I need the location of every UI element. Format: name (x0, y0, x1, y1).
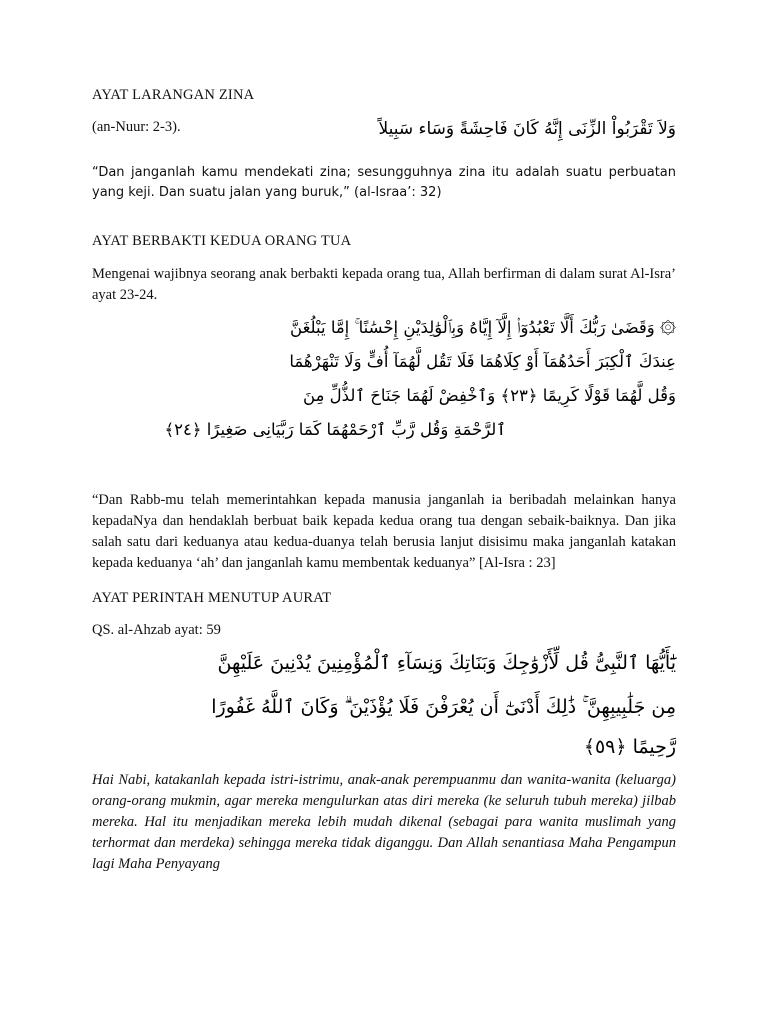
translation-zina: “Dan janganlah kamu mendekati zina; sesungguhnya zina itu adalah suatu perbuatan yang keji. Dan suatu jalan yang buruk,” (al-Israa’: 32) (92, 165, 676, 200)
translation-berbakti: “Dan Rabb-mu telah memerintahkan kepada manusia janganlah ia beribadah melainkan hanya kepadaNya dan hendaklah berbuat baik kepada kedua orang tua dengan sebaik-baiknya. Dan jika salah satu dari keduanya atau kedua-duanya telah berusia lanjut disisimu maka janganlah katakan kepada keduanya ‘ah’ dan janganlah kamu membentak keduanya” [Al-Isra : 23] (92, 492, 676, 571)
arabic-ahzab-line-1: يَٰٓأَيُّهَا ٱلنَّبِىُّ قُل لِّأَزْوَٰجِكَ وَبَنَاتِكَ وَنِسَآءِ ٱلْمُؤْمِنِينَ يُدْنِينَ عَلَيْهِنَّ (217, 652, 676, 674)
arabic-verse-zina: وَلاَ تَقْرَبُواْ الزِّنَى إِنَّهُ كَانَ فَاحِشَةً وَسَاء سَبِيلاً (378, 119, 676, 139)
section-heading-zina: AYAT LARANGAN ZINA (92, 87, 255, 103)
intro-berbakti: Mengenai wajibnya seorang anak berbakti kepada orang tua, Allah berfirman di dalam surat Al-Isra’ ayat 23-24. (92, 266, 676, 303)
arabic-line-4: ٱلرَّحْمَةِ وَقُل رَّبِّ ٱرْحَمْهُمَا كَمَا رَبَّيَانِى صَغِيرًا ﴿٢٤﴾ (164, 420, 506, 439)
reference-an-nuur: (an-Nuur: 2-3). (92, 119, 181, 135)
arabic-ahzab-line-3: رَّحِيمًا ﴿٥٩﴾ (583, 736, 676, 758)
arabic-line-2: عِندَكَ ٱلْكِبَرَ أَحَدُهُمَآ أَوْ كِلَاهُمَا فَلَا تَقُل لَّهُمَآ أُفٍّ وَلَا تَنْهَرْهُمَا (289, 352, 676, 371)
arabic-line-3: وَقُل لَّهُمَا قَوْلًا كَرِيمًا ﴿٢٣﴾ وَٱخْفِضْ لَهُمَا جَنَاحَ ٱلذُّلِّ مِنَ (303, 386, 676, 405)
arabic-line-1: ۞ وَقَضَىٰ رَبُّكَ أَلَّا تَعْبُدُوٓا۟ إِلَّآ إِيَّاهُ وَبِٱلْوَٰلِدَيْنِ إِحْسَٰنًا ۚ إِمَّا يَبْلُغَنَّ (290, 318, 676, 337)
arabic-ahzab-line-2: مِن جَلَٰبِيبِهِنَّ ۚ ذَٰلِكَ أَدْنَىٰٓ أَن يُعْرَفْنَ فَلَا يُؤْذَيْنَ ۗ وَكَانَ ٱللَّهُ غَفُورًا (211, 696, 676, 718)
section-heading-aurat: AYAT PERINTAH MENUTUP AURAT (92, 590, 332, 606)
section-heading-berbakti: AYAT BERBAKTI KEDUA ORANG TUA (92, 233, 352, 249)
translation-aurat: Hai Nabi, katakanlah kepada istri-istrimu, anak-anak perempuanmu dan wanita-wanita (keluarga) orang-orang mukmin, agar mereka mengulurkan atas diri mereka (ke seluruh tubuh mereka) jilbab mereka. Hal itu menjadikan mereka lebih mudah dikenal (sebagai para wanita muslimah yang terhormat dan merdeka) sehingga mereka tidak diganggu. Dan Allah senantiasa Maha Pengampun lagi Maha Penyayang (92, 772, 676, 872)
reference-al-ahzab: QS. al-Ahzab ayat: 59 (92, 622, 221, 638)
